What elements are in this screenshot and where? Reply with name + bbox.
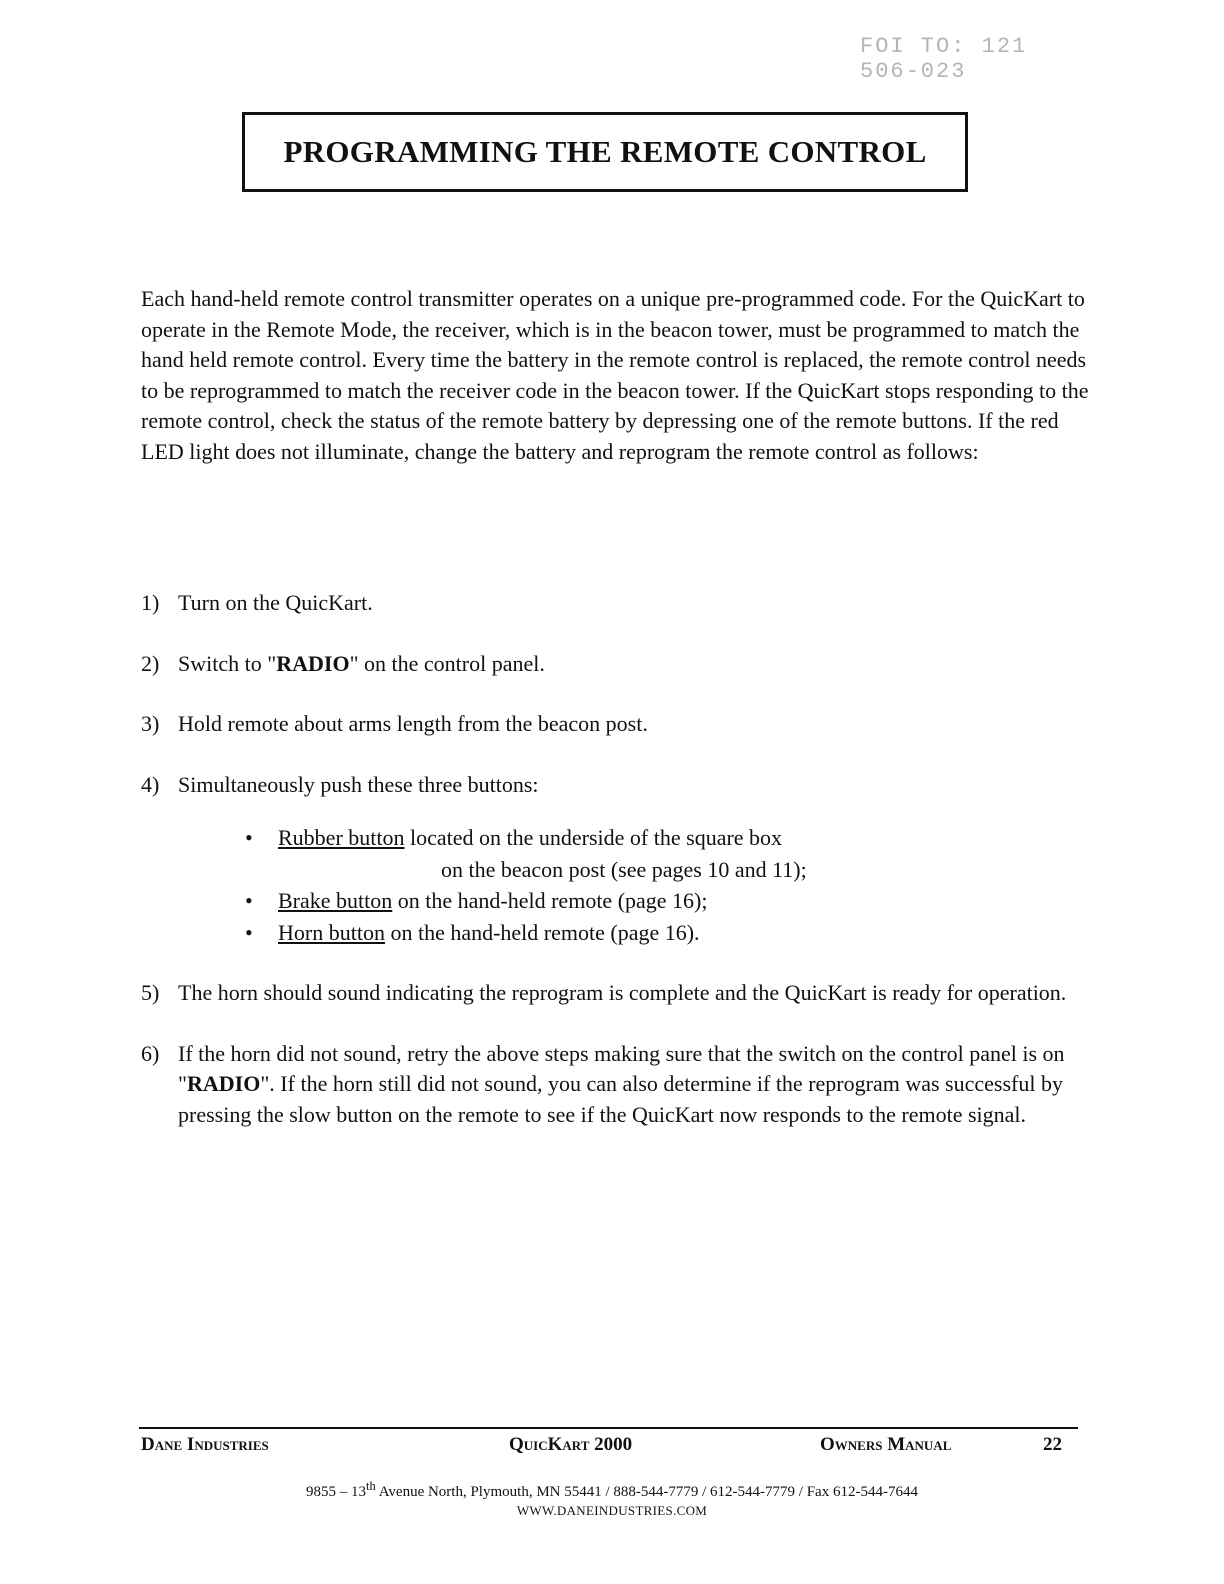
- step-2: [141, 649, 1081, 680]
- step-text: Turn on the QuicKart.: [178, 590, 373, 615]
- step-number: 2): [141, 650, 160, 676]
- bullet-icon: •: [245, 888, 253, 914]
- button-list: [178, 822, 1081, 948]
- page-number: 22: [1043, 1434, 1062, 1455]
- footer-product: QuicKart 2000: [509, 1434, 633, 1455]
- steps-list: [141, 588, 1081, 1160]
- page-title: PROGRAMMING THE REMOTE CONTROL: [283, 134, 927, 169]
- rubber-button-link: Rubber button: [278, 825, 405, 851]
- radio-label: RADIO: [276, 650, 350, 676]
- step-text: Switch to "RADIO" on the control panel.: [178, 650, 545, 676]
- footer-company: Dane Industries: [141, 1434, 269, 1455]
- intro-paragraph: Each hand-held remote control transmitter operates on a unique pre-programmed code. For the QuicKart to operate in the Remote Mode, the receiver, which is in the beacon tower, must be programmed to match the hand held remote control. Every time the battery in the remote control is replaced, the remote control needs to be reprogrammed to match the receiver code in the beacon tower. If the QuicKart stops responding to the remote control, check the status of the remote battery by depressing one of the remote buttons. If the red LED light does not illuminate, change the battery and reprogram the remote control as follows:: [141, 286, 1089, 464]
- step-6: [141, 1039, 1081, 1131]
- step-number: 1): [141, 590, 160, 615]
- bullet-horn-button: • Horn button on the hand-held remote (page 16).: [245, 917, 1081, 948]
- brake-button-link: Brake button: [278, 888, 393, 914]
- step-text: If the horn did not sound, retry the above steps making sure that the switch on the control panel is on "RADIO". If the horn still did not sound, you can also determine if the reprogram was successful by pressing the slow button on the remote to see if the QuicKart now responds to the remote signal.: [178, 1040, 1065, 1127]
- step-number: 6): [141, 1040, 160, 1066]
- footer-website: WWW.DANEINDUSTRIES.COM: [516, 1503, 708, 1518]
- step-5: [141, 978, 1081, 1009]
- step-3: [141, 709, 1081, 740]
- step-number: 4): [141, 771, 160, 797]
- horn-button-link: Horn button: [278, 919, 385, 945]
- bullet-icon: •: [245, 919, 253, 945]
- footer-manual: Owners Manual: [820, 1434, 952, 1455]
- footer-address: 9855 – 13th Avenue North, Plymouth, MN 55441 / 888-544-7779 / 612-544-7779 / Fax 612-544-7644: [306, 1479, 918, 1500]
- step-number: 5): [141, 980, 160, 1005]
- step-text: Hold remote about arms length from the beacon post.: [178, 711, 648, 737]
- step-text: The horn should sound indicating the reprogram is complete and the QuicKart is ready for operation.: [178, 980, 1067, 1005]
- step-1: [141, 588, 1081, 619]
- footer-divider: [139, 1427, 1078, 1429]
- fax-stamp: FOI TO: 121 506-023: [860, 34, 1028, 84]
- bullet-brake-button: • Brake button on the hand-held remote (page 16);: [245, 885, 1081, 916]
- step-number: 3): [141, 711, 160, 737]
- step-text: Simultaneously push these three buttons: • Rubber button located on the underside of the square box on the beacon post (see pages 10 and 11); • Brake button on the hand-held remote (page 16); • Horn button on the hand-held remote (page 16).: [178, 770, 1081, 948]
- bullet-icon: •: [245, 825, 253, 851]
- bullet-continuation: on the beacon post (see pages 10 and 11);: [441, 856, 807, 882]
- footer: [139, 1434, 1078, 1460]
- bullet-rubber-button: • Rubber button located on the underside of the square box on the beacon post (see pages 10 and 11);: [245, 822, 1081, 885]
- radio-label: RADIO: [186, 1071, 261, 1097]
- title-box: [242, 112, 968, 192]
- step-4: [141, 770, 1081, 948]
